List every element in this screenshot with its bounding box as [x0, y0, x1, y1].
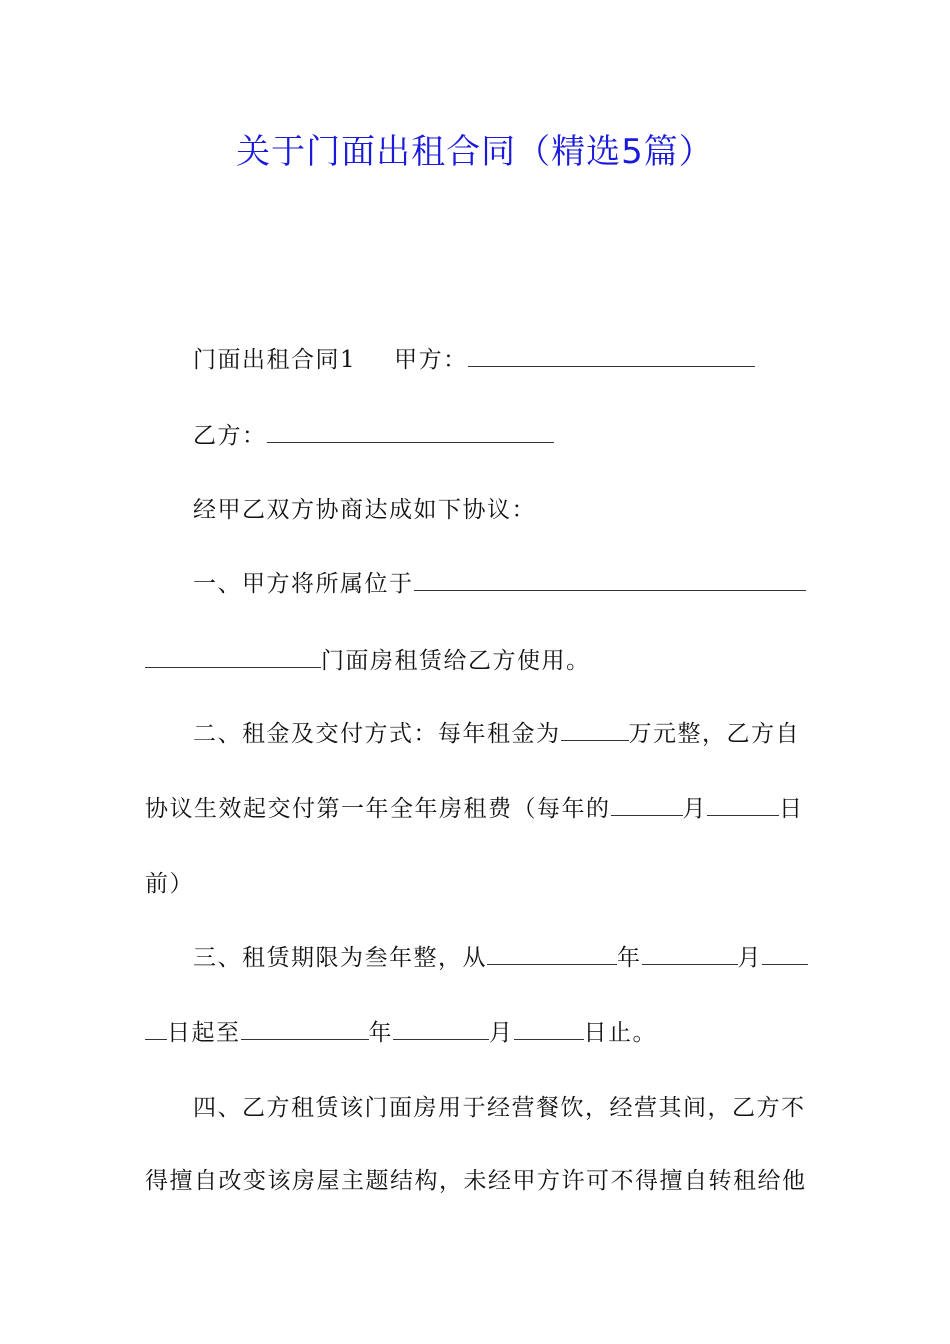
end-month-blank	[393, 1019, 489, 1040]
month-label: 月	[737, 945, 762, 971]
contract-heading: 门面出租合同1	[193, 347, 357, 373]
party-a-label: 甲方：	[394, 347, 468, 373]
clause-3-text-c: 日止。	[583, 1020, 657, 1046]
clause-3-line-1	[193, 942, 807, 974]
month-label: 月	[682, 796, 707, 822]
clause-4-line-1: 四、乙方租赁该门面房用于经营餐饮，经营其间，乙方不	[193, 1095, 806, 1121]
clause-2-text-b: 万元整，乙方自	[628, 721, 800, 747]
year-label: 年	[617, 945, 642, 971]
start-day-blank-cont	[145, 1019, 167, 1040]
clause-2-line-2	[145, 793, 807, 825]
clause-1-text-cont: 门面房租赁给乙方使用。	[321, 648, 591, 674]
month-label: 月	[489, 1020, 514, 1046]
clause-3-text-b: 日起至	[167, 1020, 241, 1046]
month-blank	[611, 795, 683, 816]
year-label: 年	[368, 1020, 393, 1046]
party-b-line	[193, 420, 807, 452]
clause-4-line-2: 得擅自改变该房屋主题结构，未经甲方许可不得擅自转租给他	[145, 1168, 807, 1194]
rent-amount-blank	[561, 720, 629, 741]
start-day-blank	[762, 944, 808, 965]
contract-heading-line	[193, 344, 807, 376]
end-day-blank	[514, 1019, 584, 1040]
end-year-blank	[241, 1019, 369, 1040]
clause-1-line-1	[193, 568, 807, 600]
clause-1-line-2	[145, 645, 807, 677]
clause-2-text-a: 二、租金及交付方式：每年租金为	[193, 721, 561, 747]
clause-2-text-c: 协议生效起交付第一年全年房租费（每年的	[145, 796, 611, 822]
location-blank-cont	[145, 647, 321, 668]
clause-2-line-1	[193, 718, 807, 750]
day-label: 日	[779, 796, 804, 822]
clause-2-line-3: 前）	[145, 871, 194, 897]
party-b-blank	[267, 422, 554, 443]
clause-3-text-a: 三、租赁期限为叁年整，从	[193, 945, 487, 971]
party-b-label: 乙方：	[193, 423, 267, 449]
party-a-blank	[468, 346, 755, 367]
clause-3-line-2	[145, 1017, 807, 1049]
start-year-blank	[487, 944, 617, 965]
start-month-blank	[642, 944, 738, 965]
document-title: 关于门面出租合同（精选5篇）	[236, 132, 714, 172]
agreement-intro: 经甲乙双方协商达成如下协议：	[193, 497, 536, 523]
location-blank	[414, 570, 806, 591]
clause-1-text: 一、甲方将所属位于	[193, 571, 414, 597]
day-blank	[707, 795, 779, 816]
